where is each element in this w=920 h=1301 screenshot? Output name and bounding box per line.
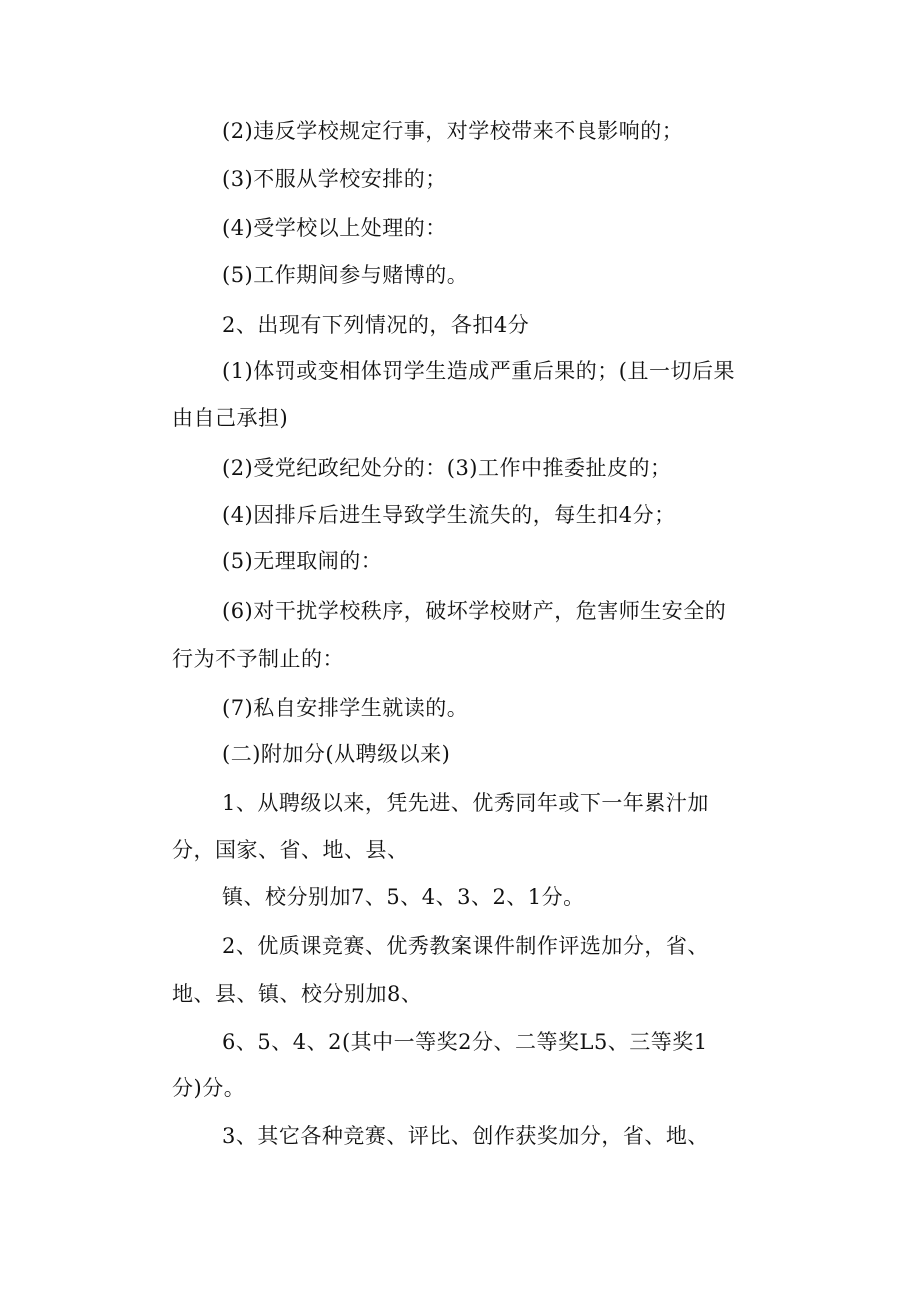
text-line: 地、县、镇、校分别加8、 [172,982,423,1006]
text-line: (1)体罚或变相体罚学生造成严重后果的；(且一切后果 [222,359,735,383]
text-line: (4)受学校以上处理的： [222,216,447,240]
text-line: 分)分。 [172,1076,246,1100]
text-line: (二)附加分(从聘级以来) [222,742,451,766]
text-line: (4)因排斥后进生导致学生流失的，每生扣4分； [222,503,676,527]
text-line: 1、从聘级以来，凭先进、优秀同年或下一年累汁加 [222,791,709,815]
text-line: (5)工作期间参与赌博的。 [222,263,469,287]
text-line: 6、5、4、2(其中一等奖2分、二等奖L5、三等奖1 [222,1030,708,1054]
text-line: (5)无理取闹的： [222,549,383,573]
text-line: (2)受党纪政纪处分的：(3)工作中推委扯皮的； [222,456,672,480]
text-line: 分，国家、省、地、县、 [172,838,409,862]
text-line: (6)对干扰学校秩序，破坏学校财产，危害师生安全的 [222,599,727,623]
text-line: (3)不服从学校安排的； [222,167,447,191]
text-line: 镇、校分别加7、5、4、3、2、1分。 [222,885,585,909]
text-line: 2、优质课竞赛、优秀教案课件制作评选加分，省、 [222,934,709,958]
text-line: (7)私自安排学生就读的。 [222,696,469,720]
text-line: 行为不予制止的： [172,647,344,671]
text-line: 2、出现有下列情况的，各扣4分 [222,313,530,337]
text-line: (2)违反学校规定行事，对学校带来不良影响的； [222,119,684,143]
text-line: 3、其它各种竞赛、评比、创作获奖加分，省、地、 [222,1124,709,1148]
text-line: 由自己承担) [172,406,289,430]
